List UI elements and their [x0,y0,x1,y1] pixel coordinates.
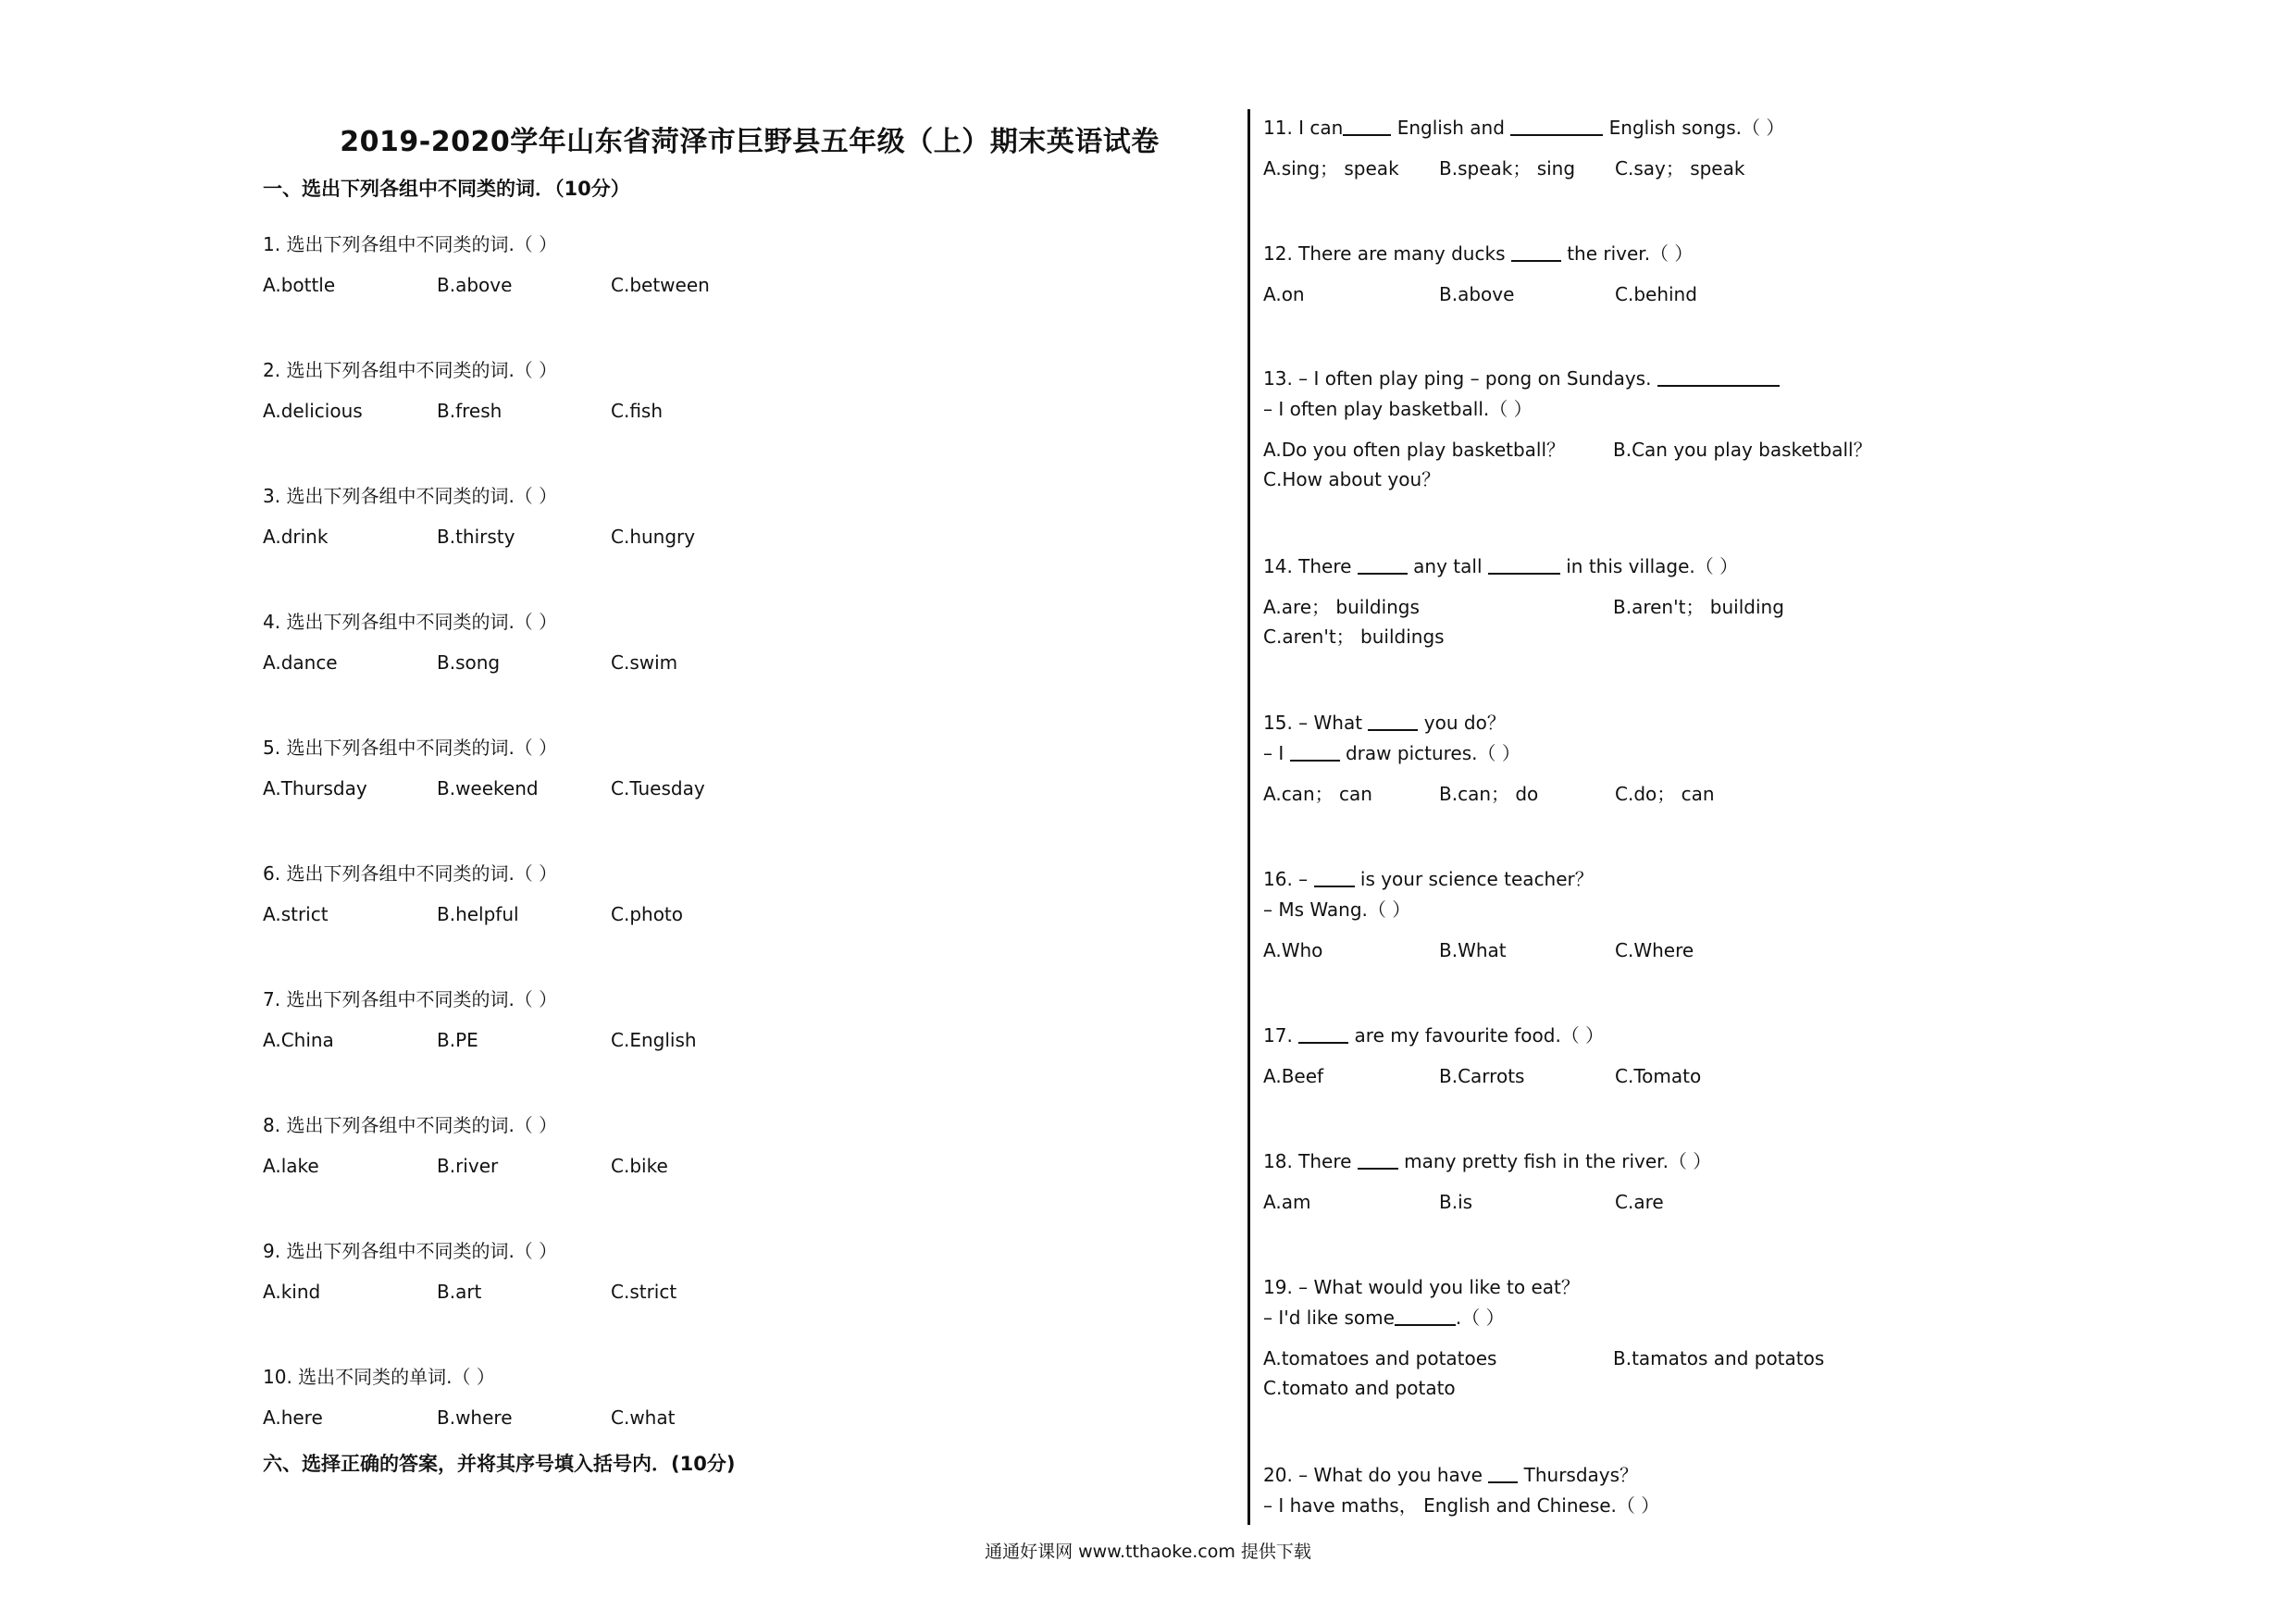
option-c[interactable]: C.between [611,274,710,296]
answer-options [263,899,1188,929]
answer-blank[interactable] [1488,1463,1518,1483]
question-prompt: 6. 选出下列各组中不同类的词.（ ） [263,862,558,885]
option-b[interactable]: B.fresh [437,400,503,422]
option-b[interactable]: B.is [1439,1191,1473,1213]
answer-options [1263,279,2226,309]
option-a[interactable]: A.delicious [263,400,363,422]
right-column [1263,113,2226,1521]
question-prompt: 18. There many pretty fish in the river.（ ） [1263,1150,1712,1172]
option-c[interactable]: C.behind [1615,283,1697,305]
answer-options [1263,1344,2226,1403]
column-divider [1247,109,1250,1525]
option-a[interactable]: A.kind [263,1281,321,1303]
answer-blank[interactable] [1358,554,1408,575]
option-b[interactable]: B.weekend [437,777,539,799]
question-prompt: 19. – What would you like to eat？ [1263,1276,1580,1298]
question-prompt: 10. 选出不同类的单词.（ ） [263,1366,495,1388]
option-a[interactable]: A.Do you often play basketball？ [1263,439,1566,461]
answer-options [263,1277,1188,1307]
answer-options [1263,1061,2226,1091]
question-15 [1263,708,2226,864]
question-prompt: 20. – What do you have Thursdays？ [1263,1464,1639,1486]
option-a[interactable]: A.dance [263,651,338,674]
answer-blank[interactable] [1511,242,1561,262]
option-a[interactable]: A.Beef [1263,1065,1324,1087]
option-b[interactable]: B.Can you play basketball？ [1613,439,1872,461]
answer-options [1263,592,2226,651]
option-c[interactable]: C.fish [611,400,664,422]
question-prompt: 2. 选出下列各组中不同类的词.（ ） [263,359,558,381]
answer-blank[interactable] [1510,116,1603,136]
option-c[interactable]: C.aren't； buildings [1263,626,1445,648]
option-b[interactable]: B.art [437,1281,482,1303]
question-19 [1263,1272,2226,1460]
option-b[interactable]: B.What [1439,939,1507,961]
option-c[interactable]: C.swim [611,651,678,674]
question-6 [263,859,1188,985]
answer-blank[interactable] [1368,711,1418,731]
option-b[interactable]: B.song [437,651,501,674]
question-prompt-line2: – I draw pictures.（ ） [1263,742,1520,764]
option-b[interactable]: B.Carrots [1439,1065,1525,1087]
answer-options [263,396,1188,426]
question-18 [1263,1146,2226,1272]
option-c[interactable]: C.tomato and potato [1263,1377,1456,1399]
option-c[interactable]: C.what [611,1406,676,1429]
answer-blank[interactable] [1488,554,1560,575]
answer-options [263,1151,1188,1181]
option-b[interactable]: B.river [437,1155,499,1177]
question-prompt-line2: – I have maths， English and Chinese.（ ） [1263,1494,1660,1517]
option-c[interactable]: C.strict [611,1281,677,1303]
answer-blank[interactable] [1657,366,1780,387]
question-7 [263,985,1188,1110]
option-a[interactable]: A.drink [263,526,329,548]
option-c[interactable]: C.say； speak [1615,157,1745,180]
option-a[interactable]: A.here [263,1406,323,1429]
answer-options [263,1403,1188,1432]
option-a[interactable]: A.Who [1263,939,1323,961]
option-b[interactable]: B.where [437,1406,513,1429]
question-prompt: 8. 选出下列各组中不同类的词.（ ） [263,1114,558,1136]
question-prompt: 16. – is your science teacher？ [1263,868,1594,890]
question-17 [1263,1021,2226,1146]
answer-options [263,270,1188,300]
option-c[interactable]: C.Tuesday [611,777,705,799]
option-a[interactable]: A.sing； speak [1263,157,1399,180]
option-a[interactable]: A.Thursday [263,777,367,799]
question-prompt: 13. – I often play ping – pong on Sundays. [1263,364,2226,394]
option-c[interactable]: C.How about you？ [1263,468,1441,490]
option-b[interactable]: B.tamatos and potatos [1613,1347,1825,1369]
answer-options [1263,435,2226,494]
question-8 [263,1110,1188,1236]
option-c[interactable]: C.bike [611,1155,668,1177]
option-c[interactable]: C.Tomato [1615,1065,1702,1087]
option-c[interactable]: C.English [611,1029,697,1051]
question-3 [263,481,1188,607]
answer-options [1263,779,2226,809]
question-10 [263,1362,1188,1432]
answer-blank[interactable] [1314,867,1355,887]
question-2 [263,355,1188,481]
answer-options [1263,1187,2226,1217]
footer-credit: 通通好课网 www.tthaoke.com 提供下载 [985,1542,1311,1562]
answer-blank[interactable] [1395,1306,1456,1326]
option-a[interactable]: A.lake [263,1155,319,1177]
answer-options [1263,154,2226,183]
question-prompt: 11. I can English and English songs.（ ） [1263,117,1785,139]
section-heading-6: 六、选择正确的答案，并将其序号填入括号内．(10分) [263,1453,736,1475]
question-prompt: 4. 选出下列各组中不同类的词.（ ） [263,611,558,633]
option-b[interactable]: B.helpful [437,903,519,925]
question-prompt: 17. are my favourite food.（ ） [1263,1024,1605,1047]
option-a[interactable]: A.am [1263,1191,1311,1213]
option-b[interactable]: B.speak； sing [1439,157,1576,180]
question-prompt: 9. 选出下列各组中不同类的词.（ ） [263,1240,558,1262]
option-c[interactable]: C.do； can [1615,783,1715,805]
question-prompt: 3. 选出下列各组中不同类的词.（ ） [263,485,558,507]
option-a[interactable]: A.tomatoes and potatoes [1263,1347,1497,1369]
option-b[interactable]: B.thirsty [437,526,515,548]
option-a[interactable]: A.on [1263,283,1305,305]
option-b[interactable]: B.can； do [1439,783,1539,805]
answer-options [263,648,1188,677]
option-c[interactable]: C.are [1615,1191,1664,1213]
option-b[interactable]: B.aren't； building [1613,596,1784,618]
question-4 [263,607,1188,733]
question-prompt-line2: – Ms Wang.（ ） [1263,898,1411,921]
option-a[interactable]: A.can； can [1263,783,1372,805]
question-11 [1263,113,2226,239]
option-a[interactable]: A.strict [263,903,329,925]
answer-blank[interactable] [1343,116,1391,136]
question-13 [1263,364,2226,551]
exam-title: 2019-2020学年山东省菏泽市巨野县五年级（上）期末英语试卷 [340,126,1160,158]
option-c[interactable]: C.photo [611,903,684,925]
answer-blank[interactable] [1290,741,1340,762]
answer-blank[interactable] [1358,1149,1398,1170]
answer-options [263,1025,1188,1055]
option-a[interactable]: A.China [263,1029,334,1051]
option-b[interactable]: B.above [1439,283,1515,305]
question-20 [1263,1460,2226,1521]
question-prompt: 5. 选出下列各组中不同类的词.（ ） [263,737,558,759]
question-prompt: 7. 选出下列各组中不同类的词.（ ） [263,988,558,1010]
question-prompt-line2: – I often play basketball.（ ） [1263,398,1533,420]
option-c[interactable]: C.hungry [611,526,696,548]
answer-options [263,774,1188,803]
question-prompt: 15. – What you do？ [1263,712,1506,734]
left-column [263,229,1188,1432]
section-heading-1: 一、选出下列各组中不同类的词．（10分） [263,178,630,200]
question-9 [263,1236,1188,1362]
question-prompt: 1. 选出下列各组中不同类的词.（ ） [263,233,558,255]
question-1 [263,229,1188,355]
option-a[interactable]: A.are； buildings [1263,596,1420,618]
option-a[interactable]: A.bottle [263,274,336,296]
answer-options [263,522,1188,551]
answer-options [1263,935,2226,965]
question-12 [1263,239,2226,364]
question-16 [1263,864,2226,1021]
option-b[interactable]: B.PE [437,1029,478,1051]
question-prompt-line2: – I'd like some .（ ） [1263,1307,1505,1329]
question-14 [1263,551,2226,708]
question-prompt: 14. There any tall in this village.（ ） [1263,555,1739,577]
question-prompt: 12. There are many ducks the river.（ ） [1263,242,1694,265]
option-b[interactable]: B.above [437,274,513,296]
option-c[interactable]: C.Where [1615,939,1694,961]
question-5 [263,733,1188,859]
answer-blank[interactable] [1298,1023,1348,1044]
